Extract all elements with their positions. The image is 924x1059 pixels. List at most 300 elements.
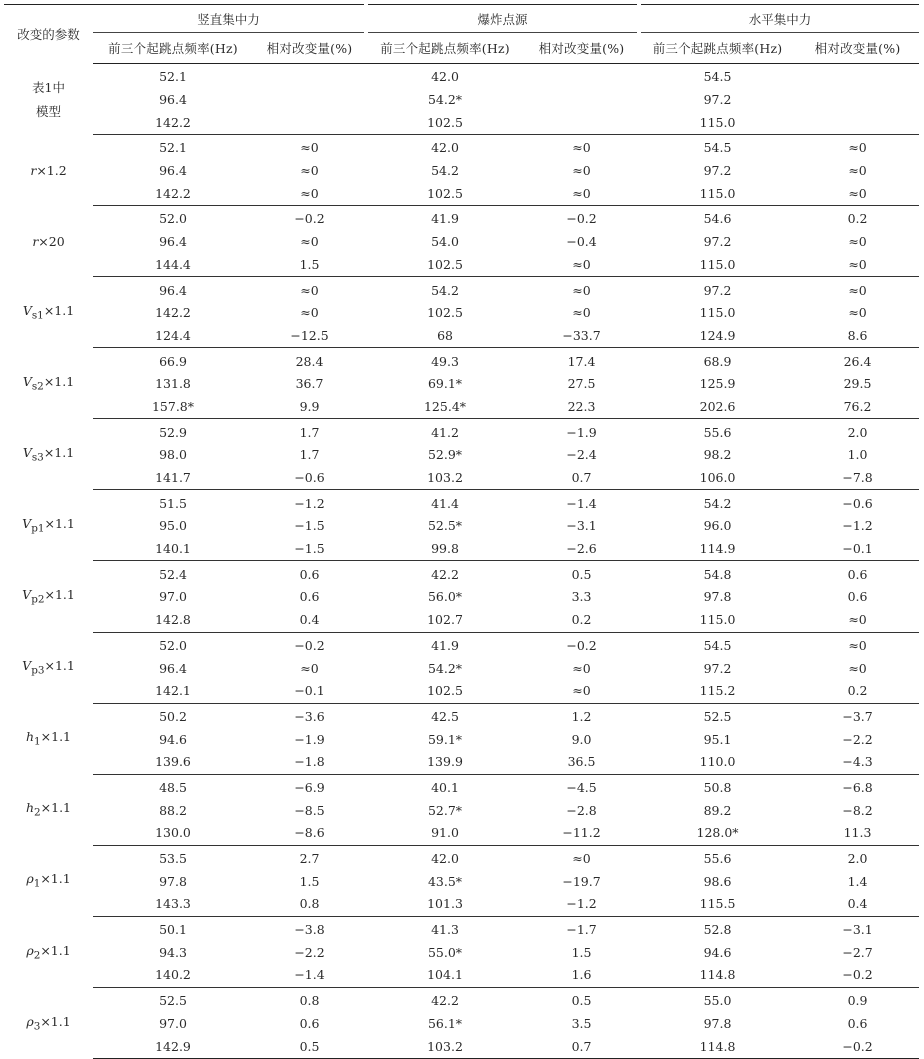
frequency-cell: 142.2 — [93, 182, 253, 205]
header-freq: 前三个起跳点频率(Hz) — [93, 33, 253, 64]
frequency-cell: 56.0* — [427, 589, 463, 605]
header-param: 改变的参数 — [4, 5, 93, 64]
change-cell: −1.5 — [253, 538, 366, 561]
frequency-cell: 52.1 — [159, 140, 187, 156]
frequency-cell: 103.2 — [366, 1035, 524, 1058]
frequency-cell: 103.2 — [366, 467, 524, 490]
change-cell: −2.2 — [842, 731, 873, 747]
change-cell: ≈0 — [796, 254, 919, 277]
change-cell: 0.2 — [847, 211, 868, 227]
frequency-cell: 41.4 — [431, 495, 459, 511]
row-group-label: $\rho_1\times 1.1$ — [26, 871, 71, 890]
change-cell: −33.7 — [524, 325, 639, 348]
frequency-cell: 102.5 — [366, 111, 524, 134]
change-cell: ≈0 — [848, 163, 867, 179]
change-cell: ≈0 — [300, 234, 319, 250]
frequency-cell: 143.3 — [93, 893, 253, 916]
frequency-cell: 52.4 — [159, 566, 187, 582]
change-cell: −1.8 — [253, 751, 366, 774]
frequency-cell: 101.3 — [366, 893, 524, 916]
table-row — [4, 657, 919, 680]
frequency-cell: 97.0 — [159, 589, 187, 605]
change-cell: ≈0 — [848, 637, 867, 653]
frequency-cell: 52.5 — [703, 708, 732, 724]
frequency-cell: 97.2 — [703, 234, 732, 250]
frequency-cell: 42.2 — [431, 566, 459, 582]
change-cell: −1.9 — [294, 731, 325, 747]
frequency-cell: 41.2 — [431, 424, 459, 440]
table-row — [4, 325, 919, 348]
table-body — [4, 64, 919, 1059]
frequency-cell: 96.4 — [159, 282, 187, 298]
header-change: 相对改变量(%) — [253, 33, 366, 64]
change-cell: 0.7 — [524, 1035, 639, 1058]
table-row — [4, 419, 919, 444]
table-row — [4, 870, 919, 893]
frequency-cell: 142.9 — [93, 1035, 253, 1058]
change-cell: 2.7 — [299, 851, 320, 867]
table-row — [4, 964, 919, 987]
change-cell: ≈0 — [572, 163, 591, 179]
change-cell: −2.8 — [566, 802, 597, 818]
table-row — [4, 728, 919, 751]
header-group-horizontal-force: 水平集中力 — [639, 5, 919, 33]
row-group-label: r×1.2 — [30, 163, 67, 179]
frequency-cell: 55.0* — [427, 944, 463, 960]
table-row — [4, 893, 919, 916]
table-row — [4, 182, 919, 205]
table-row — [4, 231, 919, 254]
change-cell: −2.7 — [842, 944, 873, 960]
change-cell: −4.3 — [796, 751, 919, 774]
frequency-cell: 54.5 — [703, 637, 732, 653]
table-row — [4, 135, 919, 160]
change-cell: −0.2 — [294, 211, 325, 227]
change-cell — [796, 64, 919, 89]
header-change: 相对改变量(%) — [524, 33, 639, 64]
change-cell: −19.7 — [562, 873, 601, 889]
frequency-cell: 125.9 — [699, 376, 736, 392]
frequency-cell: 54.6 — [703, 211, 732, 227]
frequency-cell: 55.6 — [703, 851, 732, 867]
frequency-cell: 202.6 — [639, 396, 796, 419]
frequency-cell: 97.8 — [703, 589, 732, 605]
change-cell: 8.6 — [796, 325, 919, 348]
frequency-cell: 51.5 — [159, 495, 187, 511]
table-row — [4, 254, 919, 277]
change-cell: ≈0 — [572, 305, 591, 321]
change-cell: 0.5 — [571, 566, 592, 582]
change-cell: −3.6 — [294, 708, 325, 724]
change-cell: −1.2 — [524, 893, 639, 916]
table-row — [4, 111, 919, 134]
table-row — [4, 302, 919, 325]
change-cell: 76.2 — [796, 396, 919, 419]
change-cell: −0.6 — [842, 495, 873, 511]
row-group-label: r×20 — [32, 234, 65, 250]
change-cell: 0.6 — [299, 1015, 320, 1031]
change-cell: ≈0 — [300, 163, 319, 179]
frequency-cell: 54.5 — [703, 140, 732, 156]
frequency-cell: 142.2 — [155, 305, 191, 321]
table-row — [4, 1035, 919, 1058]
table-row — [4, 206, 919, 231]
table-row — [4, 1013, 919, 1036]
change-cell: −4.5 — [566, 779, 597, 795]
change-cell: −3.7 — [842, 708, 873, 724]
frequency-cell: 102.5 — [366, 182, 524, 205]
change-cell: 1.6 — [524, 964, 639, 987]
change-cell: ≈0 — [300, 660, 319, 676]
change-cell: 0.6 — [847, 589, 868, 605]
header-freq: 前三个起跳点频率(Hz) — [639, 33, 796, 64]
change-cell — [253, 89, 366, 112]
change-cell: 26.4 — [843, 353, 872, 369]
change-cell: ≈0 — [572, 660, 591, 676]
change-cell: −7.8 — [796, 467, 919, 490]
change-cell: 1.7 — [299, 424, 320, 440]
change-cell: 36.7 — [295, 376, 324, 392]
frequency-cell: 97.8 — [703, 1015, 732, 1031]
frequency-cell: 48.5 — [159, 779, 187, 795]
frequency-cell: 115.2 — [639, 680, 796, 703]
change-cell: ≈0 — [300, 282, 319, 298]
change-cell: 2.0 — [847, 851, 868, 867]
frequency-cell: 131.8 — [155, 376, 191, 392]
frequency-cell: 91.0 — [366, 822, 524, 845]
row-group-label: $V_{p2}\times 1.1$ — [22, 587, 75, 606]
change-cell: ≈0 — [572, 851, 591, 867]
frequency-cell: 42.2 — [431, 993, 459, 1009]
change-cell: ≈0 — [848, 140, 867, 156]
frequency-cell: 106.0 — [639, 467, 796, 490]
frequency-cell: 50.1 — [159, 922, 187, 938]
frequency-cell: 52.0 — [159, 211, 187, 227]
frequency-cell: 97.2 — [703, 660, 732, 676]
frequency-cell: 125.4* — [366, 396, 524, 419]
change-cell: −8.5 — [294, 802, 325, 818]
frequency-cell: 54.2* — [427, 660, 463, 676]
change-cell: ≈0 — [572, 282, 591, 298]
change-cell: −8.6 — [253, 822, 366, 845]
change-cell: 0.4 — [253, 609, 366, 632]
change-cell: ≈0 — [300, 140, 319, 156]
change-cell — [524, 64, 639, 89]
change-cell: −2.4 — [566, 447, 597, 463]
frequency-cell: 66.9 — [159, 353, 187, 369]
change-cell: −11.2 — [524, 822, 639, 845]
change-cell: −0.2 — [566, 211, 597, 227]
frequency-cell: 55.6 — [703, 424, 732, 440]
frequency-cell: 96.0 — [703, 518, 732, 534]
change-cell: 0.6 — [847, 1015, 868, 1031]
change-cell: 0.7 — [524, 467, 639, 490]
frequency-cell: 128.0* — [639, 822, 796, 845]
change-cell: 0.6 — [299, 589, 320, 605]
change-cell: −3.8 — [294, 922, 325, 938]
frequency-cell: 130.0 — [93, 822, 253, 845]
table-row — [4, 444, 919, 467]
table-row — [4, 64, 919, 89]
row-group-label: $h_2\times 1.1$ — [25, 800, 72, 819]
frequency-table — [4, 4, 919, 1059]
change-cell — [524, 111, 639, 134]
change-cell: 0.6 — [847, 566, 868, 582]
change-cell: 1.5 — [299, 873, 320, 889]
change-cell: 0.8 — [299, 993, 320, 1009]
frequency-cell: 99.8 — [366, 538, 524, 561]
change-cell: −2.2 — [294, 944, 325, 960]
frequency-cell: 97.2 — [703, 163, 732, 179]
frequency-cell: 52.9 — [159, 424, 187, 440]
change-cell: −8.2 — [842, 802, 873, 818]
change-cell: −0.4 — [566, 234, 597, 250]
change-cell: −0.2 — [796, 964, 919, 987]
frequency-cell: 52.7* — [427, 802, 463, 818]
table-row — [4, 348, 919, 373]
table-row — [4, 561, 919, 586]
frequency-cell: 102.5 — [366, 680, 524, 703]
frequency-cell: 102.5 — [427, 305, 463, 321]
change-cell: 0.4 — [796, 893, 919, 916]
table-row — [4, 987, 919, 1012]
change-cell: ≈0 — [524, 182, 639, 205]
change-cell: 0.2 — [524, 609, 639, 632]
frequency-cell: 114.8 — [639, 1035, 796, 1058]
row-group-label: $h_1\times 1.1$ — [25, 729, 72, 748]
table-row — [4, 774, 919, 799]
frequency-cell: 115.5 — [639, 893, 796, 916]
frequency-cell: 102.7 — [366, 609, 524, 632]
table-row — [4, 609, 919, 632]
change-cell: ≈0 — [796, 609, 919, 632]
frequency-cell: 49.3 — [431, 353, 459, 369]
frequency-cell: 115.0 — [639, 111, 796, 134]
frequency-cell: 104.1 — [366, 964, 524, 987]
frequency-cell: 97.2 — [703, 92, 732, 108]
change-cell: 0.9 — [847, 993, 868, 1009]
header-group-vertical-force: 竖直集中力 — [93, 5, 366, 33]
frequency-cell: 54.2 — [703, 495, 732, 511]
frequency-cell: 124.4 — [93, 325, 253, 348]
frequency-cell: 55.0 — [703, 993, 732, 1009]
table-row — [4, 916, 919, 941]
change-cell: 28.4 — [295, 353, 324, 369]
frequency-cell: 139.6 — [93, 751, 253, 774]
change-cell: 1.7 — [299, 447, 320, 463]
frequency-cell: 114.8 — [639, 964, 796, 987]
change-cell: 9.9 — [253, 396, 366, 419]
table-row — [4, 751, 919, 774]
frequency-cell: 115.0 — [639, 609, 796, 632]
change-cell: −1.9 — [566, 424, 597, 440]
frequency-cell: 41.9 — [431, 637, 459, 653]
frequency-cell: 56.1* — [427, 1015, 463, 1031]
change-cell: 27.5 — [567, 376, 596, 392]
change-cell: −0.2 — [294, 637, 325, 653]
change-cell: 1.2 — [571, 708, 592, 724]
table-row — [4, 632, 919, 657]
change-cell: 1.5 — [571, 944, 592, 960]
frequency-cell: 95.1 — [703, 731, 732, 747]
change-cell: 3.3 — [571, 589, 592, 605]
change-cell — [796, 111, 919, 134]
change-cell: 3.5 — [571, 1015, 592, 1031]
change-cell: ≈0 — [848, 234, 867, 250]
frequency-cell: 42.5 — [431, 708, 459, 724]
frequency-cell: 52.5 — [159, 993, 187, 1009]
row-group-label: $\rho_3\times 1.1$ — [26, 1013, 71, 1033]
change-cell: −1.7 — [566, 922, 597, 938]
frequency-cell: 54.2 — [431, 163, 459, 179]
table-row — [4, 845, 919, 870]
frequency-cell: 88.2 — [159, 802, 187, 818]
frequency-cell: 98.2 — [703, 447, 732, 463]
change-cell: 2.0 — [847, 424, 868, 440]
change-cell: ≈0 — [524, 254, 639, 277]
frequency-cell: 142.2 — [93, 111, 253, 134]
change-cell: ≈0 — [848, 282, 867, 298]
change-cell: 0.6 — [299, 566, 320, 582]
change-cell: −0.1 — [796, 538, 919, 561]
table-row — [4, 941, 919, 964]
table-row — [4, 160, 919, 183]
row-group-label: $\rho_2\times 1.1$ — [26, 942, 71, 962]
frequency-cell: 115.0 — [639, 182, 796, 205]
frequency-cell: 139.9 — [366, 751, 524, 774]
change-cell: 9.0 — [571, 731, 592, 747]
change-cell — [253, 64, 366, 89]
frequency-cell: 144.4 — [93, 254, 253, 277]
change-cell: 1.0 — [847, 447, 868, 463]
frequency-cell: 102.5 — [366, 254, 524, 277]
change-cell: −6.8 — [842, 779, 873, 795]
frequency-cell: 50.2 — [159, 708, 187, 724]
frequency-cell: 94.6 — [703, 944, 732, 960]
frequency-cell: 52.5* — [427, 518, 463, 534]
frequency-cell: 96.4 — [159, 660, 187, 676]
change-cell: 0.2 — [796, 680, 919, 703]
row-group-label: 表1中 模型 — [32, 80, 65, 120]
change-cell: −3.1 — [842, 922, 873, 938]
change-cell: −0.1 — [253, 680, 366, 703]
row-group-label: $V_{p1}\times 1.1$ — [22, 516, 75, 535]
frequency-cell: 142.8 — [93, 609, 253, 632]
change-cell: −0.2 — [796, 1035, 919, 1058]
change-cell: ≈0 — [253, 182, 366, 205]
table-row — [4, 680, 919, 703]
frequency-cell: 41.9 — [431, 211, 459, 227]
frequency-cell: 124.9 — [639, 325, 796, 348]
table-row — [4, 467, 919, 490]
header-freq: 前三个起跳点频率(Hz) — [366, 33, 524, 64]
frequency-cell: 54.0 — [431, 234, 459, 250]
frequency-cell: 40.1 — [431, 779, 459, 795]
change-cell: ≈0 — [572, 140, 591, 156]
frequency-cell: 96.4 — [159, 163, 187, 179]
change-cell: ≈0 — [524, 680, 639, 703]
frequency-cell: 98.0 — [159, 447, 187, 463]
table-row — [4, 586, 919, 609]
change-cell: 0.5 — [571, 993, 592, 1009]
frequency-cell: 140.1 — [93, 538, 253, 561]
frequency-cell: 157.8* — [93, 396, 253, 419]
frequency-cell: 141.7 — [93, 467, 253, 490]
change-cell: 11.3 — [796, 822, 919, 845]
frequency-cell: 89.2 — [703, 802, 732, 818]
frequency-cell: 94.3 — [159, 944, 187, 960]
header-change: 相对改变量(%) — [796, 33, 919, 64]
change-cell — [796, 89, 919, 112]
change-cell: −1.4 — [566, 495, 597, 511]
row-group-label: $V_{s3}\times 1.1$ — [22, 445, 75, 464]
frequency-cell: 98.6 — [703, 873, 732, 889]
change-cell — [253, 111, 366, 134]
frequency-cell: 68 — [366, 325, 524, 348]
change-cell: 29.5 — [843, 376, 872, 392]
change-cell: ≈0 — [848, 305, 867, 321]
frequency-cell: 41.3 — [431, 922, 459, 938]
frequency-cell: 140.2 — [93, 964, 253, 987]
change-cell: −1.4 — [253, 964, 366, 987]
change-cell: −12.5 — [253, 325, 366, 348]
frequency-cell: 59.1* — [427, 731, 463, 747]
table-row — [4, 822, 919, 845]
table-row — [4, 515, 919, 538]
frequency-cell: 43.5* — [427, 873, 463, 889]
table-row — [4, 538, 919, 561]
frequency-cell: 42.0 — [431, 851, 459, 867]
change-cell: ≈0 — [848, 660, 867, 676]
frequency-cell: 95.0 — [159, 518, 187, 534]
frequency-cell: 52.1 — [159, 69, 187, 85]
table-row — [4, 396, 919, 419]
table-row — [4, 703, 919, 728]
change-cell: ≈0 — [300, 305, 319, 321]
frequency-cell: 54.5 — [703, 69, 732, 85]
change-cell: −1.2 — [842, 518, 873, 534]
row-group-label: $V_{s2}\times 1.1$ — [22, 374, 75, 393]
table-row — [4, 277, 919, 302]
change-cell: 1.4 — [847, 873, 868, 889]
frequency-cell: 54.8 — [703, 566, 732, 582]
table-row — [4, 490, 919, 515]
frequency-cell: 54.2 — [431, 282, 459, 298]
change-cell: −1.2 — [294, 495, 325, 511]
frequency-cell: 97.0 — [159, 1015, 187, 1031]
change-cell: 36.5 — [524, 751, 639, 774]
frequency-cell: 42.0 — [431, 69, 459, 85]
table-row — [4, 89, 919, 112]
table-row — [4, 799, 919, 822]
frequency-cell: 52.0 — [159, 637, 187, 653]
frequency-cell: 94.6 — [159, 731, 187, 747]
change-cell: 22.3 — [524, 396, 639, 419]
frequency-cell: 52.9* — [427, 447, 463, 463]
frequency-cell: 114.9 — [639, 538, 796, 561]
frequency-cell: 52.8 — [703, 922, 732, 938]
change-cell: 0.8 — [253, 893, 366, 916]
frequency-cell: 97.2 — [703, 282, 732, 298]
frequency-cell: 50.8 — [703, 779, 732, 795]
change-cell: −3.1 — [566, 518, 597, 534]
frequency-cell: 96.4 — [159, 92, 187, 108]
row-group-label: $V_{p3}\times 1.1$ — [22, 658, 75, 677]
frequency-cell: 115.0 — [639, 254, 796, 277]
frequency-cell: 142.1 — [93, 680, 253, 703]
row-group-label: $V_{s1}\times 1.1$ — [22, 302, 75, 322]
frequency-cell: 54.2* — [427, 92, 463, 108]
